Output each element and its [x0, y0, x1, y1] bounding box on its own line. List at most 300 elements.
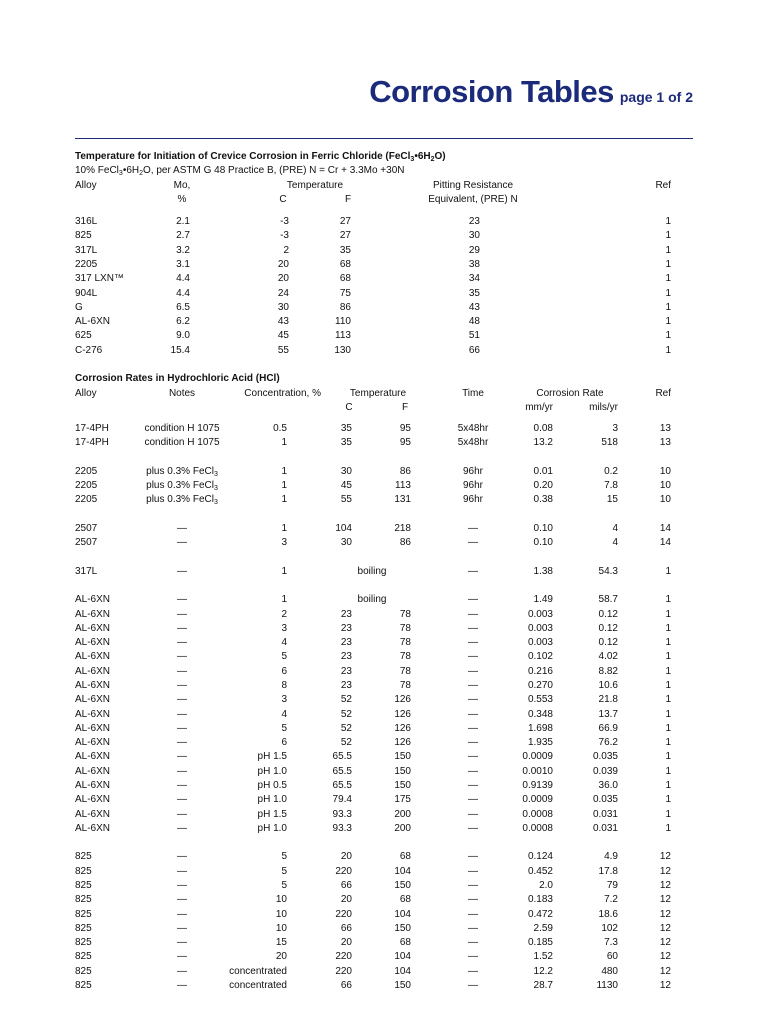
cell-concentration: 0.5	[273, 423, 287, 434]
cell-rate-milsyr: 7.8	[604, 480, 618, 492]
cell-temp-c: 104	[335, 522, 352, 534]
cell-temp-c: 23	[340, 665, 352, 677]
t1-header-mo: Mo,	[173, 180, 191, 191]
cell-ref: 1	[665, 330, 671, 342]
cell-ref: 12	[659, 965, 671, 977]
cell-notes: —	[177, 565, 187, 577]
cell-rate-mmyr: 0.20	[533, 480, 553, 492]
cell-rate-milsyr: 0.035	[592, 794, 618, 806]
cell-notes: —	[177, 522, 187, 534]
cell-pre: 30	[468, 230, 480, 242]
cell-rate-mmyr: 0.003	[527, 622, 553, 634]
cell-alloy: AL-6XN	[75, 751, 111, 763]
cell-temp-c: 93.3	[332, 822, 352, 834]
cell-alloy: G	[75, 301, 83, 313]
cell-notes: plus 0.3% FeCl$_3$	[146, 480, 218, 493]
cell-notes: —	[177, 965, 187, 977]
cell-boiling: boiling	[357, 565, 387, 577]
cell-mo: 4.4	[176, 287, 190, 299]
cell-temp-c: 20	[277, 273, 289, 285]
cell-notes: —	[177, 951, 187, 963]
cell-rate-milsyr: 0.039	[592, 765, 618, 777]
cell-alloy: AL-6XN	[75, 680, 111, 692]
cell-temp-c: 65.5	[332, 751, 352, 763]
cell-ref: 1	[665, 608, 671, 620]
cell-temp-c: 45	[340, 480, 352, 492]
cell-rate-milsyr: 0.2	[604, 465, 618, 477]
cell-time: —	[468, 908, 478, 920]
cell-mo: 3.1	[176, 258, 190, 270]
cell-rate-mmyr: 0.0009	[522, 751, 553, 763]
cell-alloy: C-276	[75, 344, 103, 356]
cell-pre: 23	[468, 216, 480, 227]
cell-time: —	[468, 622, 478, 634]
cell-temp-f: 126	[394, 737, 411, 749]
table2-heading: Corrosion Rates in Hydrochloric Acid (HCl)	[75, 373, 280, 384]
cell-alloy: 17-4PH	[75, 423, 109, 434]
cell-rate-mmyr: 0.452	[527, 865, 553, 877]
subscript-3: 3	[213, 485, 218, 493]
cell-temp-f: 86	[339, 301, 351, 313]
cell-time: —	[468, 522, 478, 534]
cell-temp-c: 52	[340, 722, 352, 734]
cell-notes: —	[177, 908, 187, 920]
cell-concentration: 3	[281, 622, 287, 634]
cell-ref: 13	[659, 437, 671, 449]
cell-time: 96hr	[462, 494, 483, 506]
cell-temp-f: 86	[399, 537, 411, 549]
cell-notes: —	[177, 822, 187, 834]
cell-rate-mmyr: 0.0010	[522, 765, 553, 777]
cell-temp-c: 45	[277, 330, 289, 342]
cell-concentration: 10	[275, 922, 287, 934]
cell-time: —	[468, 979, 478, 991]
cell-temp-f: 68	[399, 894, 411, 906]
cell-rate-mmyr: 1.38	[533, 565, 553, 577]
cell-ref: 1	[665, 622, 671, 634]
cell-temp-c: 35	[340, 437, 352, 449]
cell-alloy: 317 LXN™	[75, 273, 124, 285]
cell-concentration: 15	[275, 937, 287, 949]
cell-concentration: pH 1.0	[257, 794, 287, 806]
cell-ref: 1	[665, 651, 671, 663]
cell-notes: —	[177, 794, 187, 806]
cell-alloy: AL-6XN	[75, 794, 111, 806]
cell-alloy: AL-6XN	[75, 822, 111, 834]
cell-temp-f: 104	[394, 951, 411, 963]
cell-temp-f: 75	[339, 287, 351, 299]
cell-alloy: AL-6XN	[75, 316, 111, 328]
cell-temp-f: 126	[394, 694, 411, 706]
cell-temp-f: 78	[399, 637, 411, 649]
cell-ref: 12	[659, 937, 671, 949]
cell-alloy: 825	[75, 965, 92, 977]
cell-temp-f: 95	[399, 423, 411, 434]
title-divider	[75, 138, 693, 139]
cell-temp-f: 200	[394, 808, 411, 820]
cell-rate-milsyr: 10.6	[598, 680, 618, 692]
cell-ref: 1	[665, 594, 671, 606]
cell-rate-mmyr: 0.01	[533, 465, 553, 477]
cell-temp-c: 23	[340, 651, 352, 663]
cell-rate-mmyr: 0.472	[527, 908, 553, 920]
cell-pre: 66	[468, 344, 480, 356]
cell-pre: 43	[468, 301, 480, 313]
cell-alloy: 825	[75, 230, 92, 242]
cell-ref: 12	[659, 922, 671, 934]
cell-temp-c: 30	[277, 301, 289, 313]
cell-alloy: 825	[75, 865, 92, 877]
cell-rate-mmyr: 0.102	[527, 651, 553, 663]
cell-concentration: 1	[281, 465, 287, 477]
cell-concentration: concentrated	[229, 965, 287, 977]
t2-header-milsyr: mils/yr	[589, 402, 618, 413]
cell-temp-f: 27	[339, 230, 351, 242]
cell-concentration: pH 0.5	[257, 780, 287, 791]
cell-temp-c: 30	[340, 537, 352, 549]
cell-alloy: AL-6XN	[75, 722, 111, 734]
cell-concentration: pH 1.0	[257, 765, 287, 777]
cell-temp-f: 175	[394, 794, 411, 806]
cell-temp-f: 104	[394, 908, 411, 920]
cell-rate-milsyr: 58.7	[598, 594, 618, 606]
cell-time: —	[468, 894, 478, 906]
cell-time: —	[468, 879, 478, 891]
cell-rate-mmyr: 0.348	[527, 708, 553, 720]
cell-time: —	[468, 780, 478, 791]
subscript-3: 3	[213, 470, 218, 478]
cell-mo: 2.1	[176, 216, 190, 227]
cell-ref: 1	[665, 780, 671, 791]
cell-notes: —	[177, 694, 187, 706]
cell-temp-f: 78	[399, 651, 411, 663]
cell-notes: —	[177, 708, 187, 720]
cell-temp-c: 93.3	[332, 808, 352, 820]
cell-rate-milsyr: 79	[606, 879, 618, 891]
cell-rate-milsyr: 518	[601, 437, 618, 449]
cell-time: —	[468, 680, 478, 692]
cell-ref: 10	[659, 465, 671, 477]
cell-concentration: 3	[281, 694, 287, 706]
cell-concentration: concentrated	[229, 979, 287, 991]
cell-notes: —	[177, 894, 187, 906]
cell-concentration: 1	[281, 522, 287, 534]
cell-concentration: 1	[281, 594, 287, 606]
cell-time: —	[468, 694, 478, 706]
cell-rate-mmyr: 0.08	[533, 423, 553, 434]
cell-time: —	[468, 822, 478, 834]
t2-header-f: F	[401, 402, 409, 413]
cell-time: —	[468, 851, 478, 863]
cell-notes: —	[177, 537, 187, 549]
cell-ref: 1	[665, 751, 671, 763]
cell-temp-c: 43	[277, 316, 289, 328]
cell-temp-c: 66	[340, 879, 352, 891]
cell-mo: 2.7	[176, 230, 190, 242]
cell-notes: —	[177, 922, 187, 934]
t1-header-alloy: Alloy	[75, 180, 97, 191]
cell-temp-c: 52	[340, 737, 352, 749]
cell-rate-mmyr: 0.183	[527, 894, 553, 906]
cell-temp-f: 78	[399, 622, 411, 634]
cell-temp-f: 150	[394, 765, 411, 777]
cell-temp-c: 66	[340, 922, 352, 934]
cell-temp-f: 131	[394, 494, 411, 506]
cell-temp-c: 20	[340, 937, 352, 949]
cell-alloy: 317L	[75, 565, 98, 577]
cell-notes: —	[177, 865, 187, 877]
t2-header-temperature: Temperature	[349, 388, 407, 399]
cell-mo: 6.2	[176, 316, 190, 328]
cell-ref: 1	[665, 216, 671, 227]
cell-alloy: 2205	[75, 494, 98, 506]
cell-temp-c: 66	[340, 979, 352, 991]
cell-temp-f: 78	[399, 665, 411, 677]
cell-alloy: 825	[75, 922, 92, 934]
cell-temp-c: 24	[277, 287, 289, 299]
cell-time: —	[468, 937, 478, 949]
cell-time: —	[468, 565, 478, 577]
cell-rate-mmyr: 1.49	[533, 594, 553, 606]
cell-rate-milsyr: 18.6	[598, 908, 618, 920]
cell-concentration: pH 1.5	[257, 808, 287, 820]
t2-header-notes: Notes	[168, 388, 196, 399]
cell-time: —	[468, 794, 478, 806]
cell-pre: 51	[468, 330, 480, 342]
title-text: Corrosion Tables	[369, 74, 614, 109]
cell-concentration: 4	[281, 637, 287, 649]
cell-time: —	[468, 608, 478, 620]
cell-alloy: 825	[75, 937, 92, 949]
cell-alloy: AL-6XN	[75, 694, 111, 706]
cell-rate-milsyr: 1130	[596, 979, 618, 991]
cell-rate-milsyr: 3	[612, 423, 618, 434]
cell-pre: 34	[468, 273, 480, 285]
cell-rate-milsyr: 0.12	[598, 608, 618, 620]
cell-rate-milsyr: 4.02	[598, 651, 618, 663]
cell-temp-f: 126	[394, 722, 411, 734]
cell-ref: 1	[665, 680, 671, 692]
t2-header-rate: Corrosion Rate	[536, 388, 604, 399]
cell-concentration: 5	[281, 722, 287, 734]
cell-temp-f: 150	[394, 979, 411, 991]
cell-notes: —	[177, 608, 187, 620]
cell-mo: 3.2	[176, 244, 190, 256]
cell-temp-f: 113	[395, 480, 411, 492]
t1-header-pre2: Equivalent, (PRE) N	[428, 194, 518, 205]
cell-mo: 9.0	[176, 330, 190, 342]
t2-header-c: C	[345, 402, 353, 413]
cell-concentration: 6	[281, 737, 287, 749]
t1-header-f: F	[344, 194, 352, 205]
cell-ref: 1	[665, 694, 671, 706]
cell-time: —	[468, 765, 478, 777]
cell-alloy: AL-6XN	[75, 665, 111, 677]
cell-alloy: AL-6XN	[75, 622, 111, 634]
cell-time: 5x48hr	[457, 423, 489, 434]
cell-rate-mmyr: 0.003	[527, 637, 553, 649]
cell-time: —	[468, 737, 478, 749]
cell-rate-mmyr: 0.185	[527, 937, 553, 949]
cell-temp-c: 65.5	[332, 765, 352, 777]
cell-ref: 12	[659, 894, 671, 906]
cell-alloy: 825	[75, 851, 92, 863]
cell-temp-f: 104	[394, 865, 411, 877]
cell-temp-f: 86	[399, 465, 411, 477]
table1-conditions: 10% $FeCl_3•6H_2O$, per ASTM G 48 Practice B, (PRE) N = Cr + 3.3Mo +30N	[75, 165, 405, 177]
cell-rate-milsyr: 4.9	[604, 851, 618, 863]
cell-rate-mmyr: 1.698	[527, 722, 553, 734]
cell-rate-milsyr: 54.3	[598, 565, 618, 577]
cell-pre: 35	[468, 287, 480, 299]
cell-notes: —	[177, 665, 187, 677]
cell-temp-f: 150	[394, 922, 411, 934]
cell-time: —	[468, 865, 478, 877]
cell-concentration: 20	[275, 951, 287, 963]
cell-rate-mmyr: 0.003	[527, 608, 553, 620]
cell-temp-f: 95	[399, 437, 411, 449]
cell-ref: 1	[665, 665, 671, 677]
cell-alloy: AL-6XN	[75, 651, 111, 663]
cell-temp-f: 218	[394, 522, 411, 534]
cell-temp-c: 20	[340, 851, 352, 863]
cell-temp-f: 150	[394, 751, 411, 763]
cell-temp-f: 104	[394, 965, 411, 977]
cell-alloy: 2205	[75, 480, 98, 492]
cell-temp-c: 220	[335, 865, 352, 877]
cell-temp-c: -3	[280, 230, 289, 242]
cell-ref: 1	[665, 287, 671, 299]
cell-temp-c: 220	[335, 951, 352, 963]
cell-rate-milsyr: 0.031	[592, 822, 618, 834]
cell-notes: —	[177, 651, 187, 663]
cell-pre: 48	[468, 316, 480, 328]
cell-time: —	[468, 808, 478, 820]
cell-ref: 12	[659, 951, 671, 963]
cell-alloy: AL-6XN	[75, 594, 111, 606]
cell-rate-milsyr: 0.12	[598, 637, 618, 649]
cell-rate-milsyr: 7.3	[604, 937, 618, 949]
cell-temp-f: 68	[399, 851, 411, 863]
cell-rate-milsyr: 0.031	[592, 808, 618, 820]
cell-temp-f: 110	[335, 316, 351, 328]
cell-rate-mmyr: 12.2	[533, 965, 553, 977]
cell-temp-c: 35	[340, 423, 352, 434]
cell-rate-milsyr: 4	[612, 522, 618, 534]
cell-time: —	[468, 951, 478, 963]
cell-alloy: AL-6XN	[75, 780, 111, 791]
cell-rate-milsyr: 0.12	[598, 622, 618, 634]
cell-boiling: boiling	[357, 594, 387, 606]
cell-temp-c: 65.5	[332, 780, 352, 791]
cell-notes: —	[177, 680, 187, 692]
cell-temp-c: 55	[277, 344, 289, 356]
cell-notes: —	[177, 751, 187, 763]
cell-ref: 12	[659, 865, 671, 877]
cell-alloy: 825	[75, 951, 92, 963]
cell-rate-milsyr: 8.82	[598, 665, 618, 677]
cell-mo: 6.5	[176, 301, 190, 313]
cell-notes: —	[177, 937, 187, 949]
cell-alloy: 2205	[75, 465, 98, 477]
cell-alloy: 2205	[75, 258, 98, 270]
cell-time: —	[468, 665, 478, 677]
cell-alloy: AL-6XN	[75, 765, 111, 777]
cell-ref: 1	[665, 244, 671, 256]
cell-temp-c: 52	[340, 708, 352, 720]
cell-rate-milsyr: 13.7	[598, 708, 618, 720]
cell-rate-mmyr: 0.10	[533, 537, 553, 549]
cell-ref: 1	[665, 794, 671, 806]
cell-pre: 29	[468, 244, 480, 256]
cell-ref: 12	[659, 851, 671, 863]
cell-concentration: pH 1.0	[257, 822, 287, 834]
cell-ref: 14	[659, 522, 671, 534]
subscript-3: 3	[213, 499, 218, 507]
cell-rate-mmyr: 2.59	[533, 922, 553, 934]
cell-notes: —	[177, 780, 187, 791]
cell-concentration: 6	[281, 665, 287, 677]
cell-ref: 1	[665, 316, 671, 328]
cell-concentration: 5	[281, 879, 287, 891]
cell-ref: 10	[659, 494, 671, 506]
cell-concentration: 4	[281, 708, 287, 720]
cell-time: —	[468, 722, 478, 734]
cell-temp-c: 20	[277, 258, 289, 270]
cell-temp-c: 30	[340, 465, 352, 477]
cell-rate-milsyr: 0.035	[592, 751, 618, 763]
cell-alloy: 825	[75, 908, 92, 920]
cell-ref: 1	[665, 301, 671, 313]
cell-rate-milsyr: 17.8	[598, 865, 618, 877]
cell-concentration: 1	[281, 437, 287, 449]
cell-temp-c: 23	[340, 622, 352, 634]
cell-ref: 12	[659, 879, 671, 891]
cell-temp-f: 78	[399, 608, 411, 620]
cell-alloy: 825	[75, 879, 92, 891]
cell-alloy: 625	[75, 330, 92, 342]
cell-concentration: 10	[275, 908, 287, 920]
cell-rate-mmyr: 1.52	[533, 951, 553, 963]
cell-time: —	[468, 651, 478, 663]
cell-temp-c: 23	[340, 608, 352, 620]
cell-rate-mmyr: 0.0009	[522, 794, 553, 806]
cell-ref: 1	[665, 822, 671, 834]
cell-rate-milsyr: 36.0	[598, 780, 618, 791]
cell-ref: 1	[665, 273, 671, 285]
cell-rate-mmyr: 0.553	[527, 694, 553, 706]
cell-notes: —	[177, 879, 187, 891]
t1-header-temperature: Temperature	[286, 180, 344, 191]
cell-ref: 1	[665, 258, 671, 270]
cell-alloy: 825	[75, 894, 92, 906]
cell-alloy: 2507	[75, 537, 98, 549]
t1-header-mo-unit: %	[177, 194, 187, 205]
cell-ref: 1	[665, 808, 671, 820]
cell-concentration: 1	[281, 494, 287, 506]
page-title	[369, 74, 693, 110]
cell-rate-milsyr: 76.2	[598, 737, 618, 749]
cell-rate-milsyr: 21.8	[598, 694, 618, 706]
cell-notes: plus 0.3% FeCl$_3$	[146, 465, 218, 478]
cell-ref: 1	[665, 722, 671, 734]
cell-notes: condition H 1075	[144, 437, 220, 449]
cell-rate-mmyr: 0.216	[527, 665, 553, 677]
cell-alloy: 825	[75, 979, 92, 991]
cell-temp-c: 2	[283, 244, 289, 256]
cell-notes: —	[177, 622, 187, 634]
t2-header-time: Time	[462, 388, 484, 399]
